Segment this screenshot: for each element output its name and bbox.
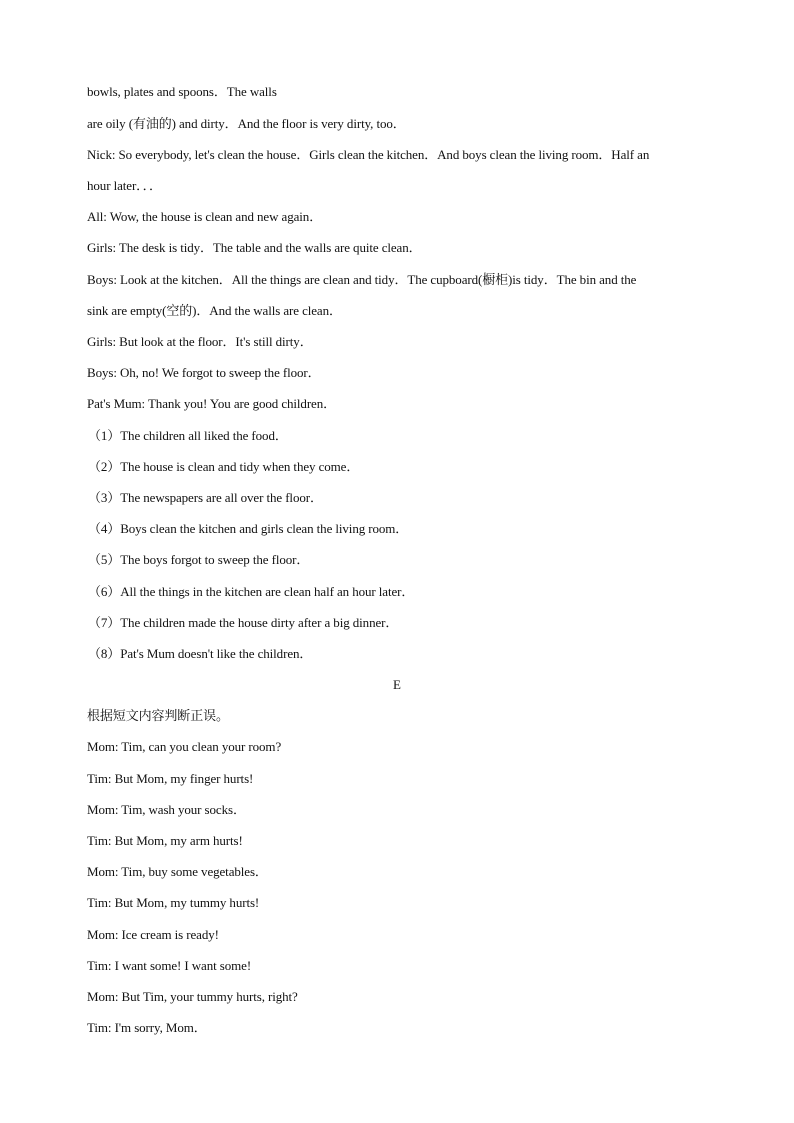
passage-line: Girls: But look at the floor．It's still dirty． <box>87 334 313 349</box>
question-item: （4）Boys clean the kitchen and girls clean the living room． <box>88 521 409 536</box>
question-item: （5）The boys forgot to sweep the floor． <box>88 552 310 567</box>
passage-line: All: Wow, the house is clean and new again． <box>87 209 323 224</box>
question-item: （1）The children all liked the food． <box>88 428 288 443</box>
dialogue-line: Tim: But Mom, my arm hurts! <box>87 833 243 848</box>
dialogue-line: Mom: Tim, wash your socks． <box>87 802 246 817</box>
dialogue-line: Mom: Ice cream is ready! <box>87 927 219 942</box>
dialogue-line: Tim: But Mom, my tummy hurts! <box>87 895 260 910</box>
dialogue-line: Tim: But Mom, my finger hurts! <box>87 771 254 786</box>
question-item: （7）The children made the house dirty after a big dinner． <box>88 615 399 630</box>
question-item: （6）All the things in the kitchen are clean half an hour later． <box>88 584 415 599</box>
dialogue-line: Tim: I want some! I want some! <box>87 958 252 973</box>
question-item: （8）Pat's Mum doesn't like the children． <box>88 646 313 661</box>
passage-line: Boys: Look at the kitchen．All the things are clean and tidy．The cupboard(橱柜)is tidy．The bin and the <box>87 272 637 287</box>
dialogue-line: Mom: But Tim, your tummy hurts, right? <box>87 989 298 1004</box>
passage-line: Nick: So everybody, let's clean the house．Girls clean the kitchen．And boys clean the living room．Half an <box>87 147 650 162</box>
passage-line: sink are empty(空的)．And the walls are clean． <box>87 303 342 318</box>
dialogue-line: Mom: Tim, can you clean your room? <box>87 739 282 754</box>
passage-line: bowls, plates and spoons．The walls <box>87 84 277 99</box>
passage-line: Boys: Oh, no! We forgot to sweep the floor． <box>87 365 321 380</box>
dialogue-line: Tim: I'm sorry, Mom． <box>87 1020 207 1035</box>
dialogue-line: Mom: Tim, buy some vegetables． <box>87 864 268 879</box>
question-item: （3）The newspapers are all over the floor． <box>88 490 323 505</box>
passage-line: hour later．．． <box>87 178 162 193</box>
section-heading: E <box>393 677 401 692</box>
passage-line: Pat's Mum: Thank you! You are good children． <box>87 396 337 411</box>
passage-line: are oily (有油的) and dirty．And the floor is very dirty, too． <box>87 116 406 131</box>
passage-line: Girls: The desk is tidy．The table and the walls are quite clean． <box>87 240 422 255</box>
section-instruction: 根据短文内容判断正误。 <box>87 708 229 723</box>
question-item: （2）The house is clean and tidy when they come． <box>88 459 360 474</box>
